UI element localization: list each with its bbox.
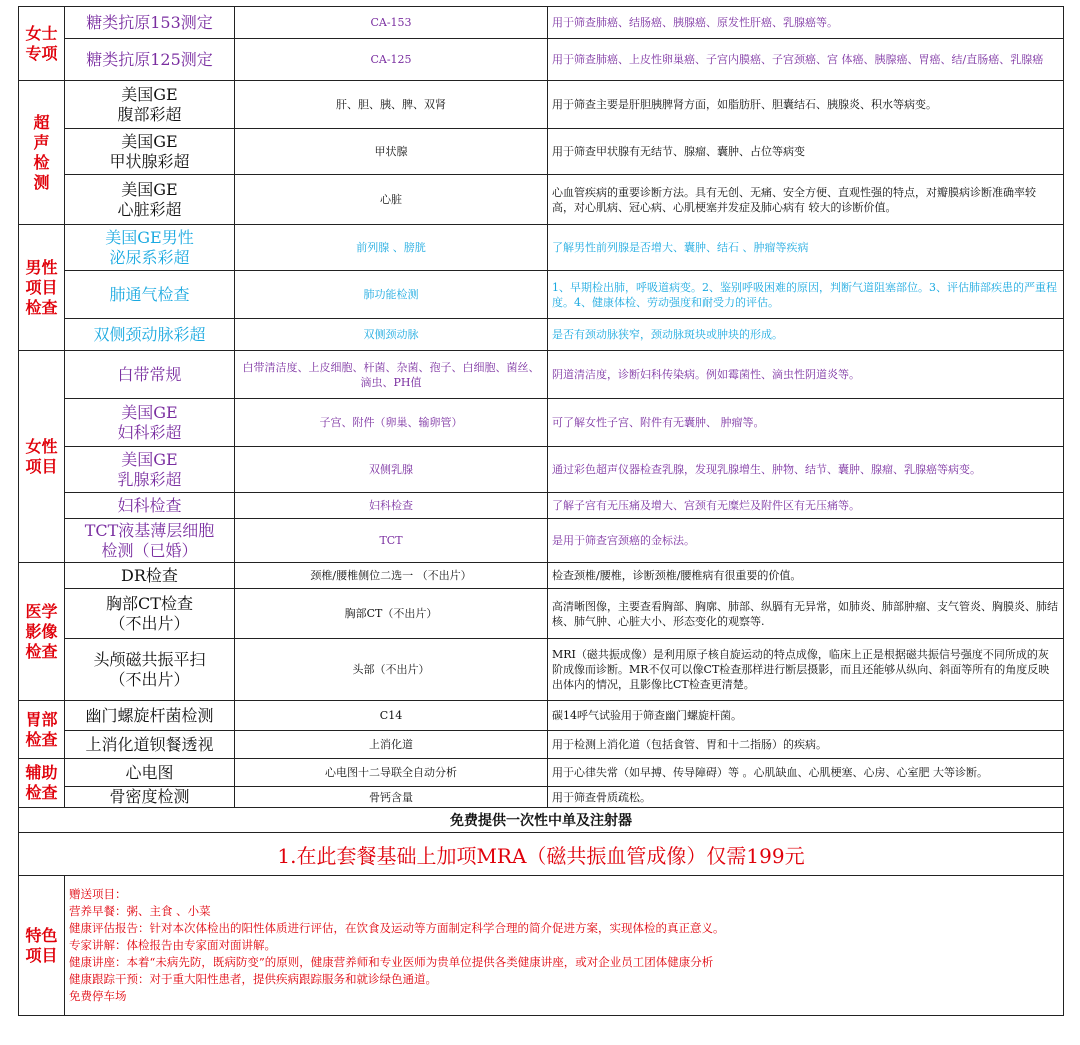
item-content: 上消化道 (235, 731, 548, 759)
item-description: 用于检测上消化道（包括食管、胃和十二指肠）的疾病。 (548, 731, 1064, 759)
item-description: 用于筛查肺癌、结肠癌、胰腺癌、原发性肝癌、乳腺癌等。 (548, 7, 1064, 39)
item-content: 心电图十二导联全自动分析 (235, 759, 548, 787)
category-auxiliary: 辅助 检查 (19, 759, 65, 808)
item-description: 通过彩色超声仪器检查乳腺，发现乳腺增生、肿物、结节、囊肿、腺瘤、乳腺癌等病变。 (548, 447, 1064, 493)
item-description: 用于筛查肺癌、上皮性卵巢癌、子宫内膜癌、子宫颈癌、宫 体癌、胰腺癌、胃癌、结/直肠癌、乳腺癌 (548, 39, 1064, 81)
item-content: TCT (235, 519, 548, 563)
item-description: 用于筛查主要是肝胆胰脾肾方面，如脂肪肝、胆囊结石、胰腺炎、积水等病变。 (548, 81, 1064, 129)
item-description: 心血管疾病的重要诊断方法。具有无创、无痛、安全方便、直观性强的特点，对瓣膜病诊断准确率较 高，对心肌病、冠心病、心肌梗塞并发症及肺心病有 较大的诊断价值。 (548, 175, 1064, 225)
item-content: 白带清洁度、上皮细胞、杆菌、杂菌、孢子、白细胞、菌丝、滴虫、PH值 (235, 351, 548, 399)
item-name: 糖类抗原153测定 (65, 7, 235, 39)
item-description: 用于心律失常（如早搏、传导障碍）等 。心肌缺血、心肌梗塞、心房、心室肥 大等诊断。 (548, 759, 1064, 787)
item-content: 妇科检查 (235, 493, 548, 519)
item-name: 头颅磁共振平扫 （不出片） (65, 639, 235, 701)
table-row (19, 759, 1064, 787)
item-name: 美国GE 乳腺彩超 (65, 447, 235, 493)
item-description: 碳14呼气试验用于筛查幽门螺旋杆菌。 (548, 701, 1064, 731)
item-name: 美国GE 甲状腺彩超 (65, 129, 235, 175)
checkup-package-table (18, 6, 1064, 1016)
featured-line: 健康讲座：本着“未病先防，既病防变”的原则，健康营养师和专业医师为贵单位提供各类健康讲座，或对企业员工团体健康分析 (69, 955, 714, 969)
item-name: TCT液基薄层细胞 检测（已婚） (65, 519, 235, 563)
table-row (19, 493, 1064, 519)
table-row (19, 81, 1064, 129)
table-row (19, 808, 1064, 833)
free-supplies-note: 免费提供一次性中单及注射器 (19, 808, 1064, 833)
item-name: 美国GE男性 泌尿系彩超 (65, 225, 235, 271)
table-row (19, 399, 1064, 447)
category-women-special: 女士 专项 (19, 7, 65, 81)
table-row (19, 589, 1064, 639)
item-content: 甲状腺 (235, 129, 548, 175)
featured-line: 免费停车场 (69, 989, 127, 1003)
item-content: 肝、胆、胰、脾、双肾 (235, 81, 548, 129)
featured-line: 健康评估报告：针对本次体检出的阳性体质进行评估，在饮食及运动等方面制定科学合理的简介促进方案，实现体检的真正意义。 (69, 921, 725, 935)
item-name: 白带常规 (65, 351, 235, 399)
table-row (19, 519, 1064, 563)
featured-line: 营养早餐：粥、主食 、小菜 (69, 904, 211, 918)
table-row (19, 639, 1064, 701)
featured-line: 健康跟踪干预：对于重大阳性患者，提供疾病跟踪服务和就诊绿色通道。 (69, 972, 437, 986)
featured-line: 赠送项目： (69, 887, 127, 901)
item-content: C14 (235, 701, 548, 731)
item-name: 心电图 (65, 759, 235, 787)
category-ultrasound: 超 声 检 测 (19, 81, 65, 225)
table-row (19, 787, 1064, 808)
item-name: 双侧颈动脉彩超 (65, 319, 235, 351)
item-description: 了解男性前列腺是否增大、囊肿、结石 、肿瘤等疾病 (548, 225, 1064, 271)
item-content: 子宫、附件（卵巢、输卵管） (235, 399, 548, 447)
table-row (19, 225, 1064, 271)
table-row (19, 351, 1064, 399)
item-description: 检查颈椎/腰椎，诊断颈椎/腰椎病有很重要的价值。 (548, 563, 1064, 589)
item-description: 是否有颈动脉狭窄，颈动脉斑块或肿块的形成。 (548, 319, 1064, 351)
item-content: 胸部CT（不出片） (235, 589, 548, 639)
item-description: MRI（磁共振成像）是利用原子核自旋运动的特点成像，临床上正是根据磁共振信号强度不同所成的灰阶成像而诊断。MR不仅可以像CT检查那样进行断层摄影，而且还能够从纵向、斜面等所有的角度反映出体内的情况，且影像比CT检查更清楚。 (548, 639, 1064, 701)
category-male: 男性 项目 检查 (19, 225, 65, 351)
category-featured: 特色 项目 (19, 876, 65, 1016)
item-description: 了解子宫有无压痛及增大、宫颈有无糜烂及附件区有无压痛等。 (548, 493, 1064, 519)
featured-line: 专家讲解：体检报告由专家面对面讲解。 (69, 938, 276, 952)
item-name: 妇科检查 (65, 493, 235, 519)
item-description: 可了解女性子宫、附件有无囊肿、 肿瘤等。 (548, 399, 1064, 447)
item-name: 美国GE 妇科彩超 (65, 399, 235, 447)
item-content: CA-125 (235, 39, 548, 81)
item-description: 用于筛查骨质疏松。 (548, 787, 1064, 808)
item-content: 心脏 (235, 175, 548, 225)
item-content: 双侧颈动脉 (235, 319, 548, 351)
table-row (19, 129, 1064, 175)
item-description: 高清晰图像，主要查看胸部、胸廓、肺部、纵膈有无异常，如肺炎、肺部肿瘤、支气管炎、胸膜炎、肺结核、肺气肿、心脏大小、形态变化的观察等. (548, 589, 1064, 639)
table-row (19, 271, 1064, 319)
table-row (19, 876, 1064, 1016)
item-content: 肺功能检测 (235, 271, 548, 319)
table-row (19, 7, 1064, 39)
table-row (19, 731, 1064, 759)
table-row (19, 833, 1064, 876)
item-name: DR检查 (65, 563, 235, 589)
item-name: 肺通气检查 (65, 271, 235, 319)
featured-items (65, 876, 1064, 1016)
category-female: 女性 项目 (19, 351, 65, 563)
item-name: 胸部CT检查 （不出片） (65, 589, 235, 639)
item-name: 美国GE 腹部彩超 (65, 81, 235, 129)
table-row (19, 447, 1064, 493)
item-description: 1、早期检出肺，呼吸道病变。2、鉴别呼吸困难的原因，判断气道阻塞部位。3、评估肺部疾患的严重程度。4、健康体检、劳动强度和耐受力的评估。 (548, 271, 1064, 319)
item-name: 美国GE 心脏彩超 (65, 175, 235, 225)
item-content: 颈椎/腰椎侧位二选一 （不出片） (235, 563, 548, 589)
item-name: 骨密度检测 (65, 787, 235, 808)
item-content: 双侧乳腺 (235, 447, 548, 493)
category-imaging: 医学 影像 检查 (19, 563, 65, 701)
item-content: 骨钙含量 (235, 787, 548, 808)
item-name: 糖类抗原125测定 (65, 39, 235, 81)
item-name: 上消化道钡餐透视 (65, 731, 235, 759)
table-row (19, 563, 1064, 589)
item-content: 头部（不出片） (235, 639, 548, 701)
item-content: 前列腺 、膀胱 (235, 225, 548, 271)
item-description: 用于筛查甲状腺有无结节、腺瘤、囊肿、占位等病变 (548, 129, 1064, 175)
item-content: CA-153 (235, 7, 548, 39)
table-row (19, 701, 1064, 731)
table-row (19, 319, 1064, 351)
item-name: 幽门螺旋杆菌检测 (65, 701, 235, 731)
table-row (19, 175, 1064, 225)
item-description: 是用于筛查宫颈癌的金标法。 (548, 519, 1064, 563)
item-description: 阴道清洁度，诊断妇科传染病。例如霉菌性、滴虫性阴道炎等。 (548, 351, 1064, 399)
mra-addon-offer: 1.在此套餐基础上加项MRA（磁共振血管成像）仅需199元 (19, 833, 1064, 876)
table-row (19, 39, 1064, 81)
category-stomach: 胃部 检查 (19, 701, 65, 759)
